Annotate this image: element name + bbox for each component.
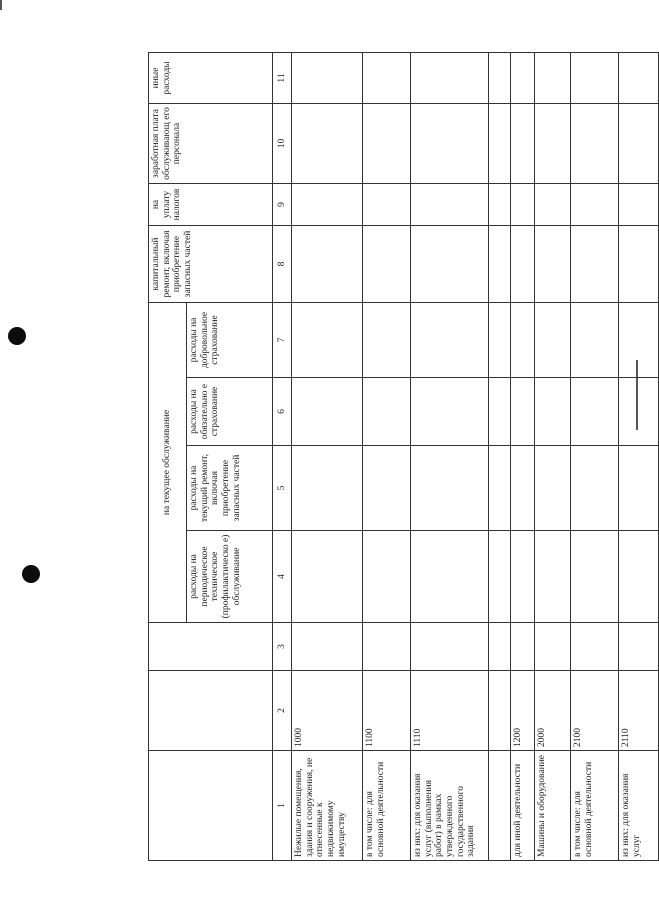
cell <box>411 623 489 671</box>
row-name: в том числе: для основной деятельности <box>571 751 619 861</box>
column-number: 2 <box>273 671 292 751</box>
cell <box>363 623 411 671</box>
cell <box>411 104 489 184</box>
table-row <box>411 53 489 861</box>
cell <box>535 623 571 671</box>
header-empty-3 <box>149 623 273 671</box>
table-row-empty <box>489 53 511 861</box>
cell <box>411 303 489 378</box>
cell <box>292 104 363 184</box>
table-row <box>535 53 571 861</box>
table-row <box>292 53 363 861</box>
cell <box>571 378 619 446</box>
cell <box>411 378 489 446</box>
cell <box>619 184 659 226</box>
row-name: из них: для оказания услуг <box>619 751 659 861</box>
cell <box>363 446 411 531</box>
cell <box>411 531 489 623</box>
row-code: 2000 <box>535 671 571 751</box>
cell <box>571 303 619 378</box>
header-current-repair: расходы на текущий ремонт, включая приобретение запасных частей <box>187 446 273 531</box>
header-other: иные расходы <box>149 53 273 104</box>
table-row <box>619 53 659 861</box>
column-number: 1 <box>273 751 292 861</box>
column-number: 10 <box>273 104 292 184</box>
cell <box>619 53 659 104</box>
cell <box>411 226 489 303</box>
cell <box>571 446 619 531</box>
cell <box>363 226 411 303</box>
row-code: 1100 <box>363 671 411 751</box>
cell <box>363 184 411 226</box>
header-mandatory-insurance: расходы на обязательно е страхование <box>187 378 273 446</box>
cell <box>411 53 489 104</box>
expenses-table <box>148 52 659 861</box>
scan-mark-top-left <box>0 0 2 10</box>
cell <box>535 378 571 446</box>
column-number: 3 <box>273 623 292 671</box>
rotated-table-container <box>148 53 642 861</box>
punch-hole-top <box>8 327 26 345</box>
row-name: в том числе: для основной деятельности <box>363 751 411 861</box>
cell <box>511 53 535 104</box>
cell <box>511 623 535 671</box>
cell <box>619 226 659 303</box>
column-number: 8 <box>273 226 292 303</box>
cell <box>535 104 571 184</box>
cell <box>489 303 511 378</box>
cell <box>411 184 489 226</box>
table-row <box>363 53 411 861</box>
cell <box>511 226 535 303</box>
column-number: 9 <box>273 184 292 226</box>
row-code: 1110 <box>411 671 489 751</box>
row-code: 1000 <box>292 671 363 751</box>
row-name: Машины и оборудование <box>535 751 571 861</box>
cell <box>619 303 659 378</box>
cell <box>363 104 411 184</box>
column-number: 7 <box>273 303 292 378</box>
cell <box>489 446 511 531</box>
cell <box>511 378 535 446</box>
cell <box>363 378 411 446</box>
row-name <box>489 751 511 861</box>
cell <box>535 184 571 226</box>
cell <box>489 378 511 446</box>
punch-hole-bottom <box>22 565 40 583</box>
cell <box>571 531 619 623</box>
header-empty-name <box>149 751 273 861</box>
cell <box>619 378 659 446</box>
cell <box>489 226 511 303</box>
row-code: 2110 <box>619 671 659 751</box>
column-number: 4 <box>273 531 292 623</box>
cell <box>511 303 535 378</box>
cell <box>571 184 619 226</box>
row-code: 2100 <box>571 671 619 751</box>
column-number: 11 <box>273 53 292 104</box>
cell <box>535 53 571 104</box>
cell <box>535 226 571 303</box>
cell <box>571 623 619 671</box>
column-number: 5 <box>273 446 292 531</box>
cell <box>535 531 571 623</box>
cell <box>489 184 511 226</box>
header-salary: заработная плата обслуживающ его персонала <box>149 104 273 184</box>
cell <box>619 446 659 531</box>
cell <box>571 53 619 104</box>
cell <box>489 53 511 104</box>
cell <box>489 104 511 184</box>
cell <box>363 303 411 378</box>
cell <box>511 446 535 531</box>
cell <box>619 623 659 671</box>
row-name: для иной деятельности <box>511 751 535 861</box>
cell <box>292 623 363 671</box>
header-capital-repair: капитальный ремонт, включая приобретение запасных частей <box>149 226 273 303</box>
row-name: из них: для оказания услуг (выполнения работ) в рамках утвержденного государственного задания <box>411 751 489 861</box>
cell <box>571 104 619 184</box>
cell <box>292 531 363 623</box>
header-voluntary-insurance: расходы на добровольное страхование <box>187 303 273 378</box>
cell <box>363 531 411 623</box>
cell <box>489 623 511 671</box>
table-row <box>511 53 535 861</box>
cell <box>292 184 363 226</box>
cell <box>511 184 535 226</box>
row-code: 1200 <box>511 671 535 751</box>
cell <box>292 226 363 303</box>
column-numbers-row <box>273 53 292 861</box>
cell <box>292 378 363 446</box>
header-empty-code <box>149 671 273 751</box>
cell <box>511 531 535 623</box>
cell <box>619 531 659 623</box>
header-periodic-maintenance: расходы на периодическое техническое (профилактическо е) обслуживание <box>187 531 273 623</box>
cell <box>535 303 571 378</box>
cell <box>411 446 489 531</box>
column-number: 6 <box>273 378 292 446</box>
cell <box>511 104 535 184</box>
cell <box>363 53 411 104</box>
table-row <box>571 53 619 861</box>
cell <box>619 104 659 184</box>
header-taxes: на уплату налогов <box>149 184 273 226</box>
row-name: Нежилые помещения, здания и сооружения, не отнесенные к недвижимому имуществу <box>292 751 363 861</box>
cell <box>571 226 619 303</box>
header-current-maintenance: на текущее обслуживание <box>149 303 187 623</box>
cell <box>535 446 571 531</box>
header-group-row <box>149 53 187 861</box>
cell <box>489 531 511 623</box>
cell <box>292 446 363 531</box>
cell <box>292 53 363 104</box>
cell <box>292 303 363 378</box>
row-code <box>489 671 511 751</box>
